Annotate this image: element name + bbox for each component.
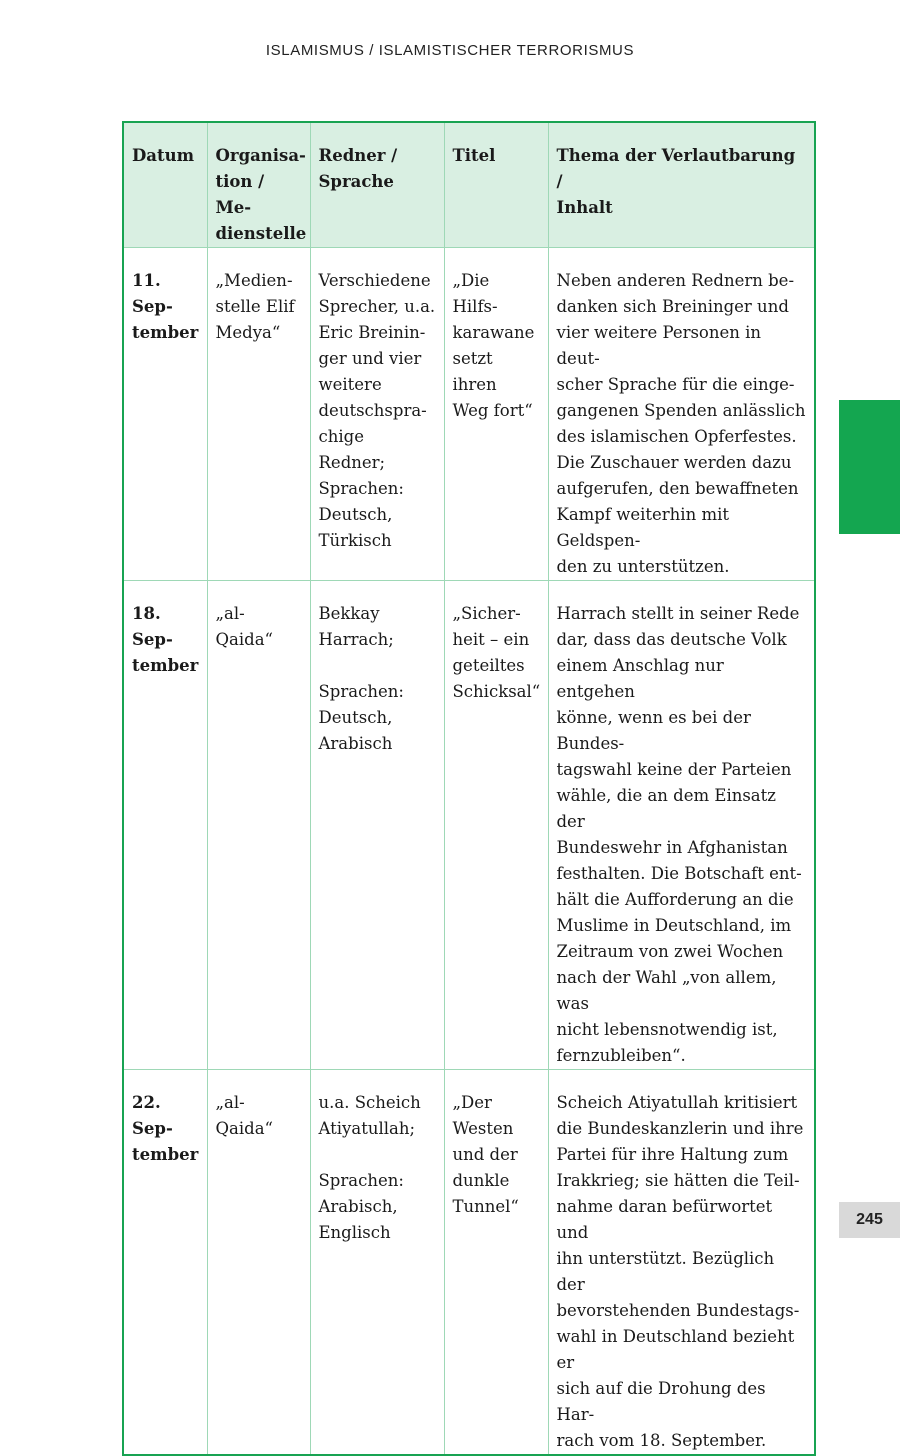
table-row: [123, 248, 815, 581]
cell-redner: Verschiedene Sprecher, u.a. Eric Breinin- ger und vier weitere deutschspra- chige Redner; Sprachen: Deutsch, Türkisch: [310, 248, 444, 581]
cell-datum: 11. Sep- tember: [123, 248, 207, 581]
cell-datum: 18. Sep- tember: [123, 581, 207, 1070]
cell-titel: „Sicher- heit – ein geteiltes Schicksal“: [444, 581, 548, 1070]
header-datum: Datum: [123, 122, 207, 248]
chapter-side-tab: [839, 400, 900, 534]
verlautbarungen-table: [122, 121, 816, 1456]
header-organisation: Organisa- tion / Me- dienstelle: [207, 122, 310, 248]
table-row: [123, 581, 815, 1070]
page-number: 245: [839, 1202, 900, 1238]
table-header-row: [123, 122, 815, 248]
cell-redner: u.a. Scheich Atiyatullah; Sprachen: Arabisch, Englisch: [310, 1070, 444, 1456]
cell-inhalt: Scheich Atiyatullah kritisiert die Bundeskanzlerin und ihre Partei für ihre Haltung zum Irakkrieg; sie hätten die Teil- nahme daran befürwortet und ihn unterstützt. Bezüglich der bevorstehenden Bundestags- wahl in Deutschland bezieht er sich auf die Drohung des Har- rach vom 18. September.: [548, 1070, 815, 1456]
cell-inhalt: Harrach stellt in seiner Rede dar, dass das deutsche Volk einem Anschlag nur entgehen könne, wenn es bei der Bundes- tagswahl keine der Parteien wähle, die an dem Einsatz der Bundeswehr in Afghanistan festhalten. Die Botschaft ent- hält die Aufforderung an die Muslime in Deutschland, im Zeitraum von zwei Wochen nach der Wahl „von allem, was nicht lebensnotwendig ist, fernzubleiben“.: [548, 581, 815, 1070]
cell-organisation: „Medien- stelle Elif Medya“: [207, 248, 310, 581]
running-head: ISLAMISMUS / ISLAMISTISCHER TERRORISMUS: [265, 42, 635, 59]
header-titel: Titel: [444, 122, 548, 248]
cell-datum: 22. Sep- tember: [123, 1070, 207, 1456]
table-row: [123, 1070, 815, 1456]
cell-organisation: „al-Qaida“: [207, 1070, 310, 1456]
header-inhalt: Thema der Verlautbarung / Inhalt: [548, 122, 815, 248]
cell-titel: „Der Westen und der dunkle Tunnel“: [444, 1070, 548, 1456]
cell-titel: „Die Hilfs- karawane setzt ihren Weg fort“: [444, 248, 548, 581]
cell-redner: Bekkay Harrach; Sprachen: Deutsch, Arabisch: [310, 581, 444, 1070]
header-redner: Redner / Sprache: [310, 122, 444, 248]
cell-organisation: „al-Qaida“: [207, 581, 310, 1070]
cell-inhalt: Neben anderen Rednern be- danken sich Breininger und vier weitere Personen in deut- scher Sprache für die einge- gangenen Spenden anlässlich des islamischen Opferfestes. Die Zuschauer werden dazu aufgerufen, den bewaffneten Kampf weiterhin mit Geldspen- den zu unterstützen.: [548, 248, 815, 581]
